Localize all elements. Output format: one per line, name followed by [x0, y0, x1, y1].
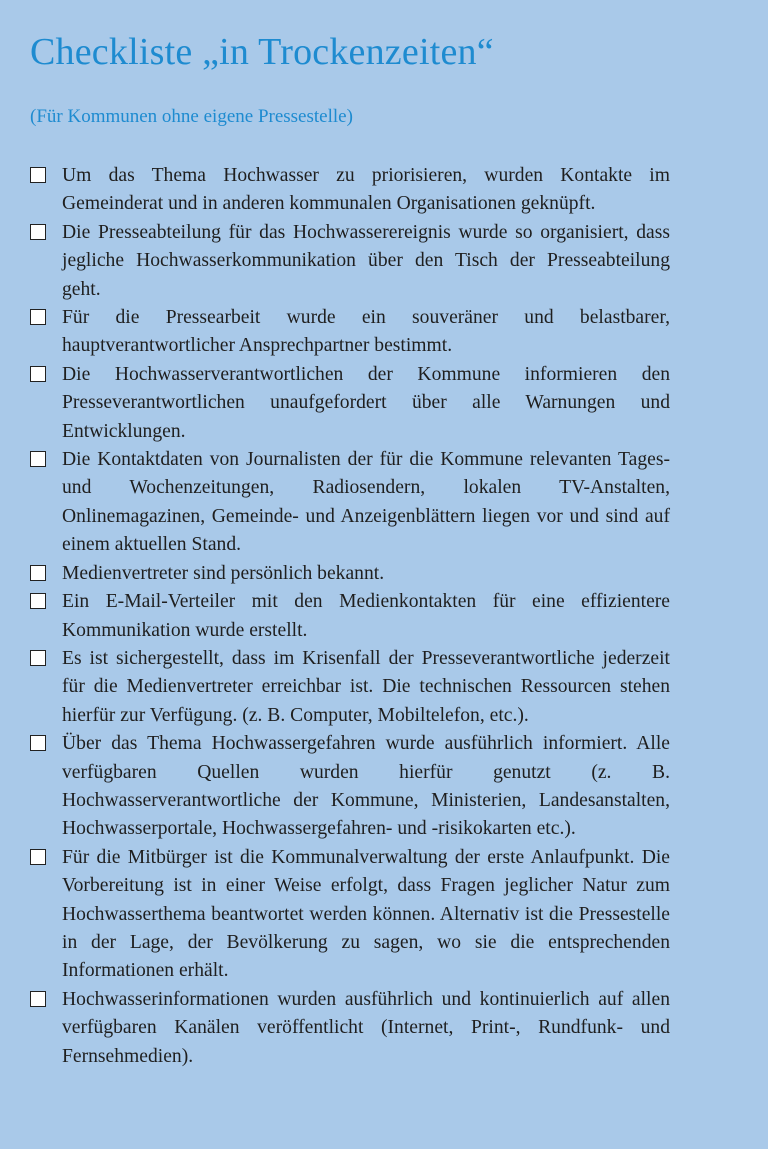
checklist-item-text: Die Presseabteilung für das Hochwasserereignis wurde so organisiert, dass jegliche Hochwasserkommunikation über den Tisch der Presseabteilung geht.	[62, 221, 670, 300]
checklist-item	[30, 730, 670, 844]
checklist-item-text: Es ist sichergestellt, dass im Krisenfall der Presseverantwortliche jederzeit für die Medienvertreter erreichbar ist. Die technischen Ressourcen stehen hierfür zur Verfügung. (z. B. Computer, Mobiltelefon, etc.).	[62, 647, 670, 726]
checklist-item-text: Für die Pressearbeit wurde ein souveräner und belastbarer, hauptverantwortlicher Ansprechpartner bestimmt.	[62, 307, 670, 357]
page-subtitle: (Für Kommunen ohne eigene Pressestelle)	[30, 106, 353, 127]
checkbox-icon[interactable]	[30, 224, 46, 240]
checkbox-icon[interactable]	[30, 565, 46, 581]
checklist-item-text: Über das Thema Hochwassergefahren wurde ausführlich informiert. Alle verfügbaren Quellen wurden hierfür genutzt (z. B. Hochwasserverantwortliche der Kommune, Ministerien, Landesanstalten, Hochwasserportale, Hochwassergefahren- und -risikokarten etc.).	[62, 733, 670, 840]
checkbox-icon[interactable]	[30, 991, 46, 1007]
checklist-item-text: Die Hochwasserverantwortlichen der Kommune informieren den Presseverantwortlichen unaufgefordert über alle Warnungen und Entwicklungen.	[62, 363, 670, 442]
checkbox-icon[interactable]	[30, 167, 46, 183]
checklist-item-text: Hochwasserinformationen wurden ausführlich und kontinuierlich auf allen verfügbaren Kanälen veröffentlicht (Internet, Print-, Rundfunk- und Fernsehmedien).	[62, 988, 670, 1067]
checklist-item	[30, 986, 670, 1071]
checkbox-icon[interactable]	[30, 451, 46, 467]
checklist-item	[30, 560, 670, 588]
checklist-item	[30, 162, 670, 219]
checklist-item-text: Die Kontaktdaten von Journalisten der für die Kommune relevanten Tages- und Wochenzeitungen, Radiosendern, lokalen TV-Anstalten, Onlinemagazinen, Gemeinde- und Anzeigenblättern liegen vor und sind auf einem aktuellen Stand.	[62, 449, 670, 556]
checklist-item	[30, 844, 670, 986]
checklist	[30, 162, 670, 1071]
checklist-item	[30, 304, 670, 361]
checklist-item-text: Für die Mitbürger ist die Kommunalverwaltung der erste Anlaufpunkt. Die Vorbereitung ist in einer Weise erfolgt, dass Fragen jeglicher Natur zum Hochwasserthema beantwortet werden können. Alternativ ist die Pressestelle in der Lage, der Bevölkerung zu sagen, wo sie die entsprechenden Informationen erhält.	[62, 846, 670, 982]
checklist-item	[30, 361, 670, 446]
checkbox-icon[interactable]	[30, 849, 46, 865]
checkbox-icon[interactable]	[30, 309, 46, 325]
checkbox-icon[interactable]	[30, 366, 46, 382]
checklist-item	[30, 446, 670, 560]
checkbox-icon[interactable]	[30, 593, 46, 609]
checklist-item	[30, 219, 670, 304]
checkbox-icon[interactable]	[30, 650, 46, 666]
checklist-item-text: Ein E-Mail-Verteiler mit den Medienkontakten für eine effizientere Kommunikation wurde erstellt.	[62, 591, 670, 641]
checklist-item-text: Um das Thema Hochwasser zu priorisieren, wurden Kontakte im Gemeinderat und in anderen kommunalen Organisationen geknüpft.	[62, 165, 670, 215]
checklist-item	[30, 588, 670, 645]
checklist-item-text: Medienvertreter sind persönlich bekannt.	[62, 562, 385, 584]
checkbox-icon[interactable]	[30, 735, 46, 751]
page-title: Checkliste „in Trockenzeiten“	[30, 31, 494, 73]
checklist-item	[30, 645, 670, 730]
